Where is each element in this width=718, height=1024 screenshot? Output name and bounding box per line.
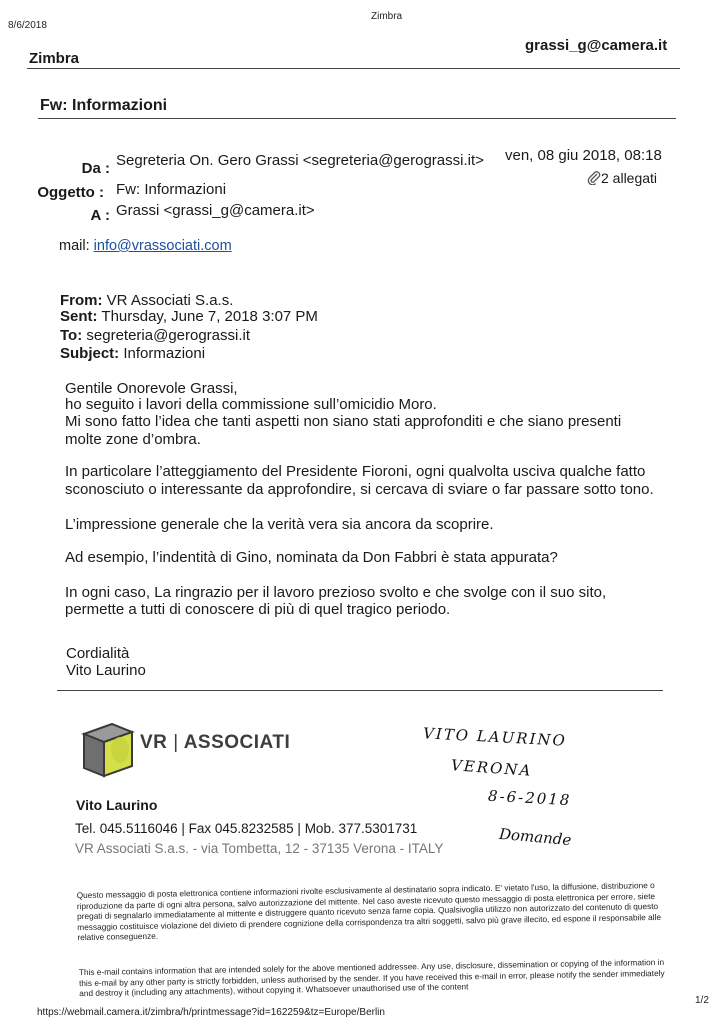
body-line: In ogni caso, La ringrazio per il lavoro prezioso svolto e che svolge con il suo sito, [65, 584, 607, 601]
signature-phones: Tel. 045.5116046 | Fax 045.8232585 | Mob. 377.5301731 [75, 821, 418, 836]
forward-subject-value: Informazioni [123, 345, 206, 362]
app-bar-divider [27, 68, 680, 69]
forward-sent-value: Thursday, June 7, 2018 3:07 PM [101, 308, 318, 325]
forward-from [60, 292, 233, 309]
subject-label: Oggetto : [37, 184, 104, 201]
from-value: Segreteria On. Gero Grassi <segreteria@gerograssi.it> [116, 152, 484, 169]
logo-separator: | [173, 732, 179, 753]
handwritten-date: 8-6-2018 [487, 786, 572, 810]
body-greeting: Gentile Onorevole Grassi, [65, 380, 238, 397]
forward-from-value: VR Associati S.a.s. [106, 292, 234, 309]
to-label: A : [90, 207, 110, 224]
signature-address: VR Associati S.a.s. - via Tombetta, 12 - 37135 Verona - ITALY [75, 841, 444, 856]
forward-subject [60, 345, 205, 362]
print-url: https://webmail.camera.it/zimbra/h/printmessage?id=162259&tz=Europe/Berlin [37, 1007, 385, 1018]
forward-subject-label: Subject: [60, 345, 120, 362]
handwritten-city: VERONA [450, 756, 533, 780]
body-line: Mi sono fatto l’idea che tanti aspetti non siano stati approfonditi e che siano presenti [65, 413, 622, 430]
print-date: 8/6/2018 [8, 20, 47, 31]
body-signature: Vito Laurino [66, 662, 146, 679]
body-line: In particolare l’atteggiamento del Presidente Fioroni, ogni qualvolta usciva qualche fatto [65, 463, 646, 480]
company-logo [80, 720, 300, 782]
body-line: sconosciuto o interessante da approfondire, si cercava di sviare o far passare sotto tono. [65, 481, 654, 498]
mail-link[interactable]: info@vrassociati.com [93, 238, 232, 254]
forward-to-label: To: [60, 327, 83, 344]
body-line: ho seguito i lavori della commissione sull’omicidio Moro. [65, 396, 437, 413]
body-line: molte zone d’ombra. [65, 431, 201, 448]
account-email: grassi_g@camera.it [525, 37, 668, 54]
subject-value: Fw: Informazioni [116, 181, 227, 198]
attachments[interactable] [587, 170, 657, 188]
mail-line [59, 238, 232, 254]
print-page-number: 1/2 [695, 995, 709, 1006]
body-line: L’impressione generale che la verità vera sia ancora da scoprire. [65, 516, 494, 533]
attachments-label: 2 allegati [601, 170, 658, 186]
disclaimer-english: This e-mail contains information that are intended solely for the above mentioned addressee. Any use, disclosure, dissemination or copying of the information in this e-mail by any other party is strictly forbidden, unless authorised by the sender. If you have received this e-mail in error, please notify the sender immediately and destroy it (including any attachments), without copying it. Whatsoever unauthorised use of the content [78, 956, 665, 999]
signature-divider [57, 690, 663, 691]
message-subject-title: Fw: Informazioni [40, 97, 168, 114]
disclaimer-italian: Questo messaggio di posta elettronica contiene informazioni rivolte esclusivamente al destinatario sopra indicato. E' vietato l'uso, la diffusione, distribuzione o riproduzione da parte di ogni altra persona, salvo autorizzazione del mittente. Nel caso aveste ricevuto questo messaggio di posta elettronica per errore, siete pregati di segnalarlo immediatamente al mittente e distruggere quanto ricevuto senza farne copia. Qualsivoglia utilizzo non autorizzato del contenuto di questo messaggio costituisce violazione del divieto di prendere cognizione della corrispondenza tra altri soggetti, salvo più grave illecito, ed espone il responsabile alle relative conseguenze. [76, 880, 662, 943]
paperclip-icon [587, 171, 601, 188]
subject-divider [38, 118, 676, 119]
logo-wordmark [140, 732, 290, 754]
forward-to-value: segreteria@gerograssi.it [86, 327, 251, 344]
handwritten-name: VITO LAURINO [422, 724, 568, 750]
mail-label: mail: [59, 238, 90, 254]
cube-logo-icon [80, 720, 138, 780]
from-label: Da : [81, 160, 110, 177]
to-value: Grassi <grassi_g@camera.it> [116, 202, 315, 219]
forward-sent [60, 308, 318, 325]
forward-to [60, 327, 250, 344]
body-line: Ad esempio, l’indentità di Gino, nominata da Don Fabbri è stata appurata? [65, 549, 558, 566]
forward-from-label: From: [60, 292, 103, 309]
brand-name: Zimbra [29, 50, 80, 67]
body-closing: Cordialità [66, 645, 130, 662]
logo-associati: ASSOCIATI [183, 732, 291, 753]
message-date: ven, 08 giu 2018, 08:18 [505, 147, 662, 164]
body-line: permette a tutti di conoscere di più di quel tragico periodo. [65, 601, 451, 618]
forward-sent-label: Sent: [60, 308, 98, 325]
logo-vr: VR [140, 732, 168, 753]
handwritten-note: Domande [498, 824, 573, 850]
signature-name: Vito Laurino [76, 797, 158, 813]
print-app-name: Zimbra [371, 11, 403, 22]
